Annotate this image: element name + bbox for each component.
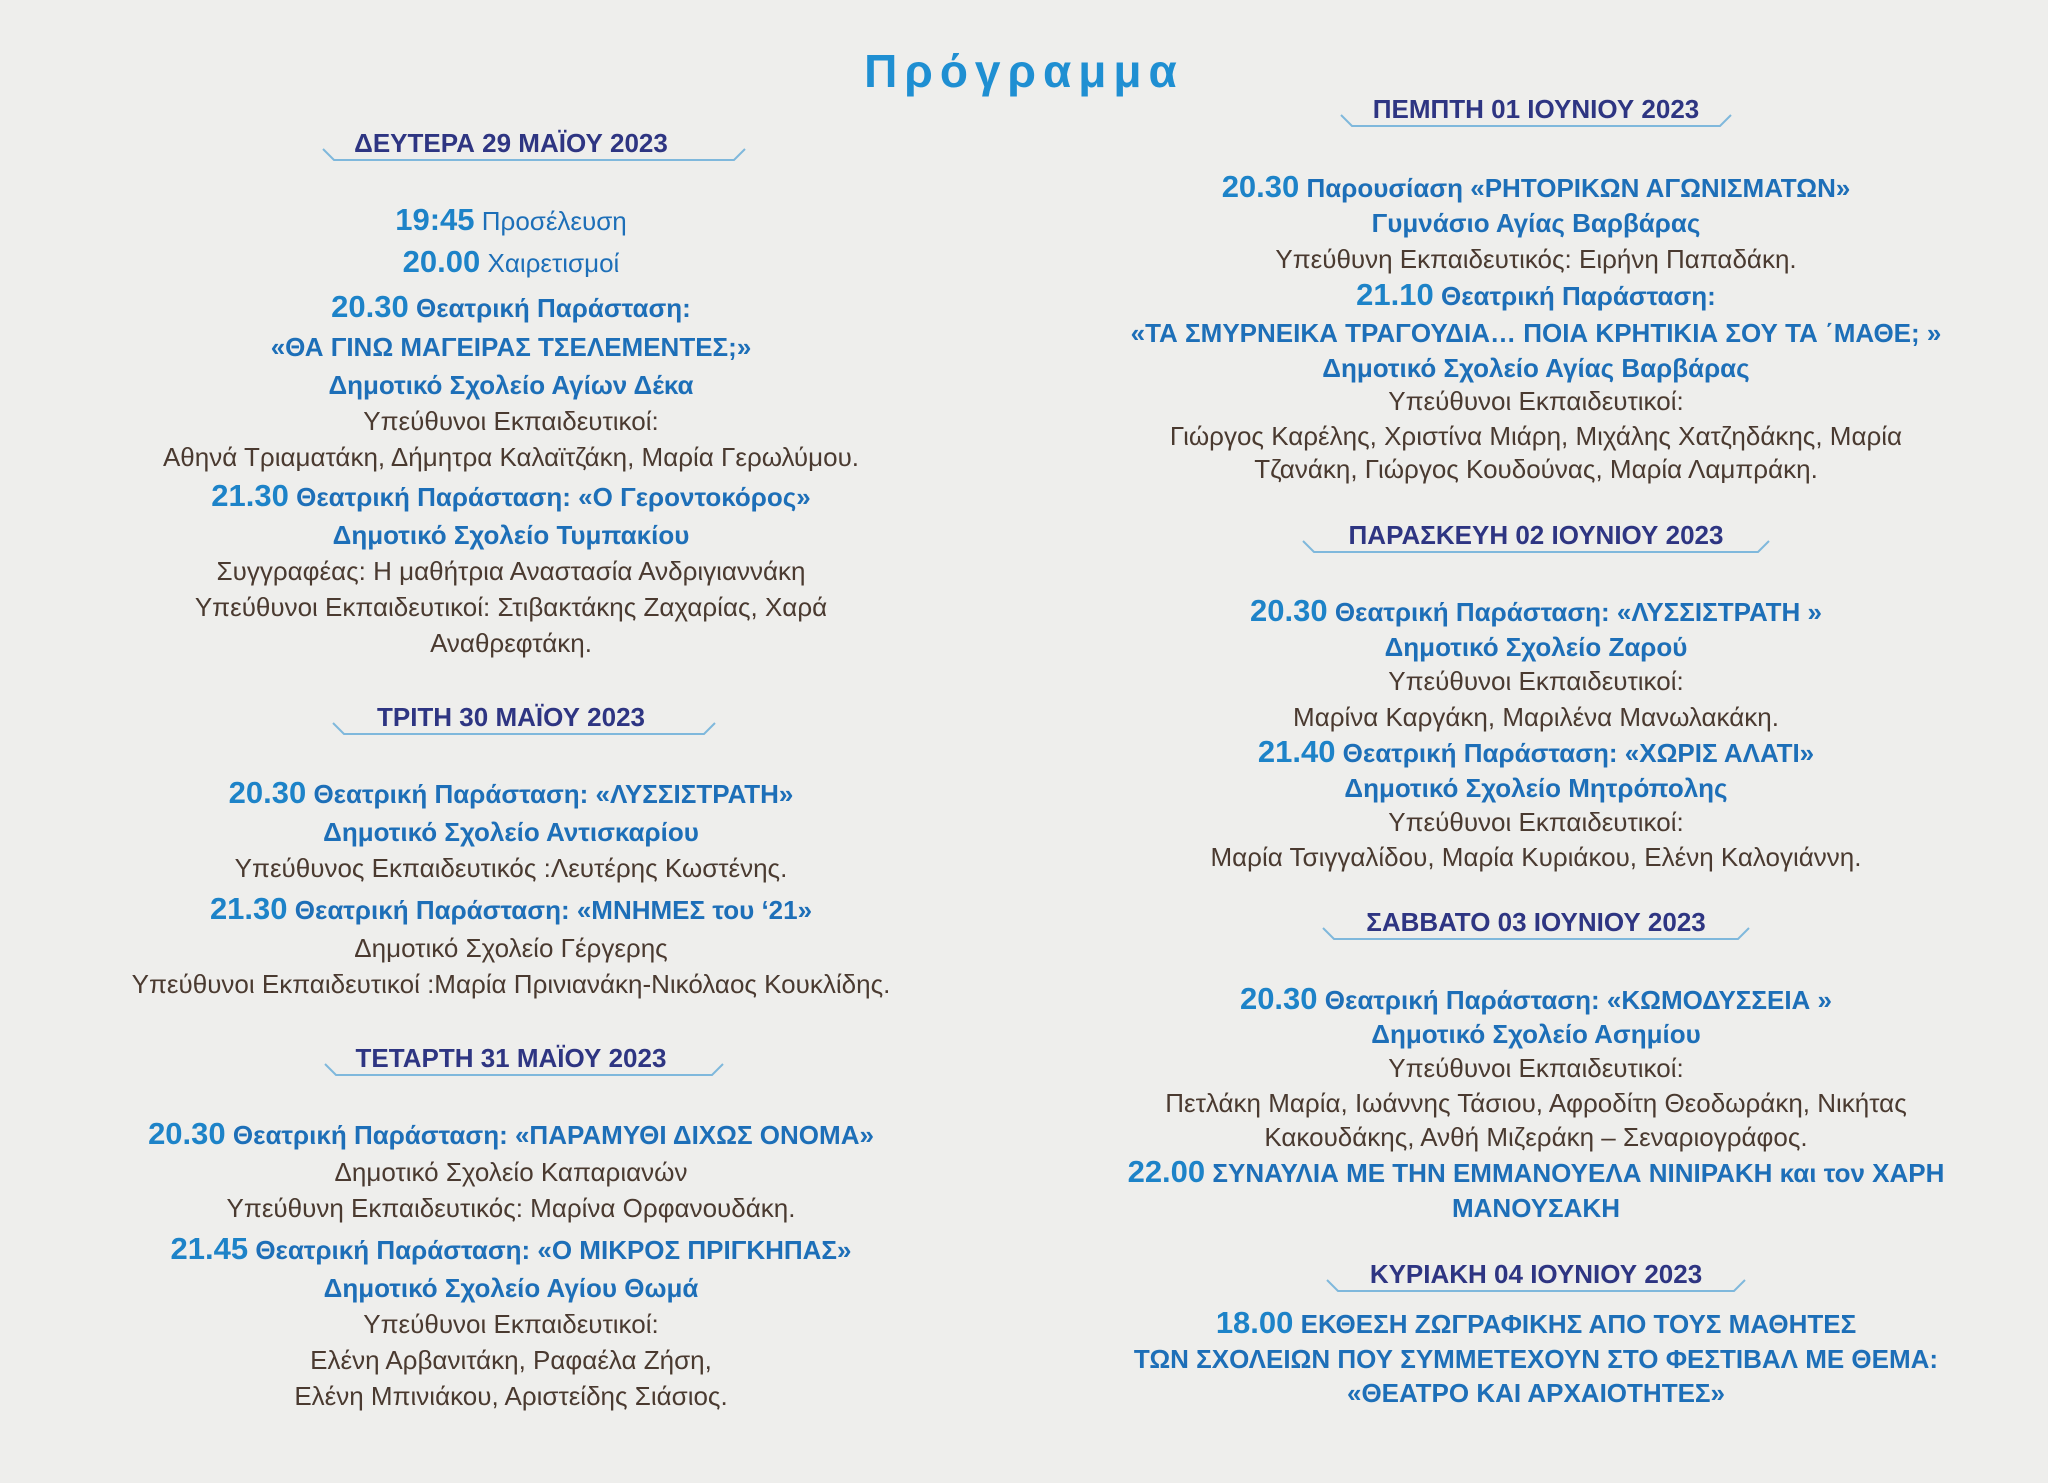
event-responsible-names: Υπεύθυνη Εκπαιδευτικός: Ειρήνη Παπαδάκη. bbox=[1275, 244, 1797, 274]
event-greetings: 20.00 Χαιρετισμοί bbox=[402, 244, 620, 279]
day-heading-underline bbox=[1326, 1279, 1746, 1293]
event-school: Δημοτικό Σχολείο Αγίου Θωμά bbox=[323, 1273, 699, 1303]
event-school: Γυμνάσιο Αγίας Βαρβάρας bbox=[1371, 208, 1701, 238]
event-responsible-names: Αθηνά Τριαματάκη, Δήμητρα Καλαϊτζάκη, Μαρία Γερωλύμου. bbox=[162, 442, 860, 472]
event-responsible-names: Ελένη Μπινιάκου, Αριστείδης Σιάσιος. bbox=[294, 1381, 728, 1411]
day-heading-sunday: ΚΥΡΙΑΚΗ 04 ΙΟΥΝΙΟΥ 2023 bbox=[1369, 1259, 1703, 1289]
event-theatre-title: 21.30 Θεατρική Παράσταση: «ΜΝΗΜΕΣ του ‘21» bbox=[209, 891, 813, 926]
event-school: Δημοτικό Σχολείο Αγίας Βαρβάρας bbox=[1322, 353, 1750, 383]
day-heading-underline bbox=[1302, 540, 1770, 554]
event-responsible-label: Υπεύθυνοι Εκπαιδευτικοί: bbox=[363, 406, 659, 436]
event-responsible-names: Ελένη Αρβανιτάκη, Ραφαέλα Ζήση, bbox=[310, 1345, 712, 1375]
event-exhibition-title-cont: ΤΩΝ ΣΧΟΛΕΙΩΝ ΠΟΥ ΣΥΜΜΕΤΕΧΟΥΝ ΣΤΟ ΦΕΣΤΙΒΑΛ ΜΕ ΘΕΜΑ: bbox=[1133, 1344, 1939, 1374]
event-responsible-names: Υπεύθυνη Εκπαιδευτικός: Μαρίνα Ορφανουδάκη. bbox=[226, 1193, 796, 1223]
event-theatre-title: 20.30 Θεατρική Παράσταση: bbox=[331, 289, 691, 324]
day-heading-saturday: ΣΑΒΒΑΤΟ 03 ΙΟΥΝΙΟΥ 2023 bbox=[1366, 907, 1706, 937]
event-school: Δημοτικό Σχολείο Τυμπακίου bbox=[332, 520, 690, 550]
event-responsible-names: Υπεύθυνος Εκπαιδευτικός :Λευτέρης Κωστένης. bbox=[234, 853, 788, 883]
event-responsible-names: Γιώργος Καρέλης, Χριστίνα Μιάρη, Μιχάλης Χατζηδάκης, Μαρία bbox=[1169, 421, 1903, 451]
event-responsible-names: Πετλάκη Μαρία, Ιωάννης Τάσιου, Αφροδίτη Θεοδωράκη, Νικήτας bbox=[1165, 1088, 1907, 1118]
day-heading-underline bbox=[1322, 927, 1750, 941]
event-school: Δημοτικό Σχολείο Ζαρού bbox=[1384, 632, 1688, 662]
event-responsible-names: Υπεύθυνοι Εκπαιδευτικοί: Στιβακτάκης Ζαχαρίας, Χαρά bbox=[194, 592, 828, 622]
event-school: Δημοτικό Σχολείο Μητρόπολης bbox=[1344, 773, 1728, 803]
event-theatre-title: 20.30 Θεατρική Παράσταση: «ΛΥΣΣΙΣΤΡΑΤΗ » bbox=[1250, 593, 1822, 628]
event-concert-title: 22.00 ΣΥΝΑΥΛΙΑ ΜΕ ΤΗΝ ΕΜΜΑΝΟΥΕΛΑ ΝΙΝΙΡΑΚΗ και τον ΧΑΡΗ bbox=[1127, 1154, 1945, 1189]
event-responsible-names: Κακουδάκης, Ανθή Μιζεράκη – Σεναριογράφος. bbox=[1264, 1122, 1808, 1152]
event-responsible-label: Υπεύθυνοι Εκπαιδευτικοί: bbox=[1388, 666, 1684, 696]
event-exhibition-title: 18.00 ΕΚΘΕΣΗ ΖΩΓΡΑΦΙΚΗΣ ΑΠΟ ΤΟΥΣ ΜΑΘΗΤΕΣ bbox=[1215, 1305, 1857, 1340]
day-heading-underline bbox=[324, 1063, 724, 1077]
event-responsible-names: Υπεύθυνοι Εκπαιδευτικοί :Μαρία Πρινιανάκη-Νικόλαος Κουκλίδης. bbox=[131, 969, 891, 999]
event-theatre-title: 20.30 Θεατρική Παράσταση: «ΠΑΡΑΜΥΘΙ ΔΙΧΩΣ ΟΝΟΜΑ» bbox=[148, 1116, 874, 1151]
event-school: Δημοτικό Σχολείο Γέργερης bbox=[354, 933, 668, 963]
event-responsible-label: Υπεύθυνοι Εκπαιδευτικοί: bbox=[1388, 807, 1684, 837]
event-school: Δημοτικό Σχολείο Ασημίου bbox=[1371, 1019, 1701, 1049]
day-heading-thursday: ΠΕΜΠΤΗ 01 ΙΟΥΝΙΟΥ 2023 bbox=[1372, 94, 1700, 124]
day-heading-friday: ΠΑΡΑΣΚΕΥΗ 02 ΙΟΥΝΙΟΥ 2023 bbox=[1348, 520, 1724, 550]
page-title: Πρόγραμμα bbox=[864, 45, 1184, 97]
day-heading-underline bbox=[1340, 114, 1732, 128]
event-school: Δημοτικό Σχολείο Αγίων Δέκα bbox=[328, 370, 694, 400]
day-heading-underline bbox=[322, 148, 746, 162]
event-arrival: 19:45 Προσέλευση bbox=[395, 202, 627, 237]
event-responsible-label: Υπεύθυνοι Εκπαιδευτικοί: bbox=[1388, 1053, 1684, 1083]
event-play-name: «ΘΑ ΓΙΝΩ ΜΑΓΕΙΡΑΣ ΤΣΕΛΕΜΕΝΤΕΣ;» bbox=[270, 332, 752, 362]
event-responsible-names: Μαρίνα Καργάκη, Μαριλένα Μανωλακάκη. bbox=[1293, 702, 1779, 732]
event-responsible-names: Αναθρεφτάκη. bbox=[430, 628, 592, 658]
day-heading-tuesday: ΤΡΙΤΗ 30 ΜΑΪΟΥ 2023 bbox=[376, 702, 646, 732]
event-responsible-label: Υπεύθυνοι Εκπαιδευτικοί: bbox=[363, 1309, 659, 1339]
day-heading-wednesday: ΤΕΤΑΡΤΗ 31 ΜΑΪΟΥ 2023 bbox=[355, 1043, 667, 1073]
event-exhibition-theme: «ΘΕΑΤΡΟ ΚΑΙ ΑΡΧΑΙΟΤΗΤΕΣ» bbox=[1347, 1378, 1725, 1408]
event-theatre-title: 21.30 Θεατρική Παράσταση: «Ο Γεροντοκόρος» bbox=[211, 478, 811, 513]
event-theatre-title: 20.30 Θεατρική Παράσταση: «ΛΥΣΣΙΣΤΡΑΤΗ» bbox=[228, 775, 794, 810]
event-presentation-title: 20.30 Παρουσίαση «ΡΗΤΟΡΙΚΩΝ ΑΓΩΝΙΣΜΑΤΩΝ» bbox=[1221, 169, 1851, 204]
event-responsible-names: Τζανάκη, Γιώργος Κουδούνας, Μαρία Λαμπράκη. bbox=[1254, 454, 1818, 484]
event-responsible-names: Μαρία Τσιγγαλίδου, Μαρία Κυριάκου, Ελένη Καλογιάννη. bbox=[1210, 842, 1862, 872]
event-school: Δημοτικό Σχολείο Καπαριανών bbox=[334, 1157, 688, 1187]
event-play-name: «ΤΑ ΣΜΥΡΝΕΙΚΑ ΤΡΑΓΟΥΔΙΑ… ΠΟΙΑ ΚΡΗΤΙΚΙΑ ΣΟΥ ΤΑ ΄ΜΑΘΕ; » bbox=[1130, 318, 1942, 348]
day-heading-monday: ΔΕΥΤΕΡΑ 29 ΜΑΪΟΥ 2023 bbox=[354, 128, 668, 158]
event-responsible-label: Υπεύθυνοι Εκπαιδευτικοί: bbox=[1388, 386, 1684, 416]
day-heading-underline bbox=[332, 722, 716, 736]
event-concert-title-cont: ΜΑΝΟΥΣΑΚΗ bbox=[1452, 1193, 1620, 1223]
event-school: Δημοτικό Σχολείο Αντισκαρίου bbox=[323, 817, 699, 847]
event-theatre-title: 21.10 Θεατρική Παράσταση: bbox=[1356, 277, 1716, 312]
event-theatre-title: 20.30 Θεατρική Παράσταση: «ΚΩΜΟΔΥΣΣΕΙΑ » bbox=[1239, 981, 1833, 1016]
event-theatre-title: 21.45 Θεατρική Παράσταση: «Ο ΜΙΚΡΟΣ ΠΡΙΓΚΗΠΑΣ» bbox=[170, 1231, 852, 1266]
event-author: Συγγραφέας: Η μαθήτρια Αναστασία Ανδριγιαννάκη bbox=[216, 556, 806, 586]
event-theatre-title: 21.40 Θεατρική Παράσταση: «ΧΩΡΙΣ ΑΛΑΤΙ» bbox=[1257, 734, 1815, 769]
